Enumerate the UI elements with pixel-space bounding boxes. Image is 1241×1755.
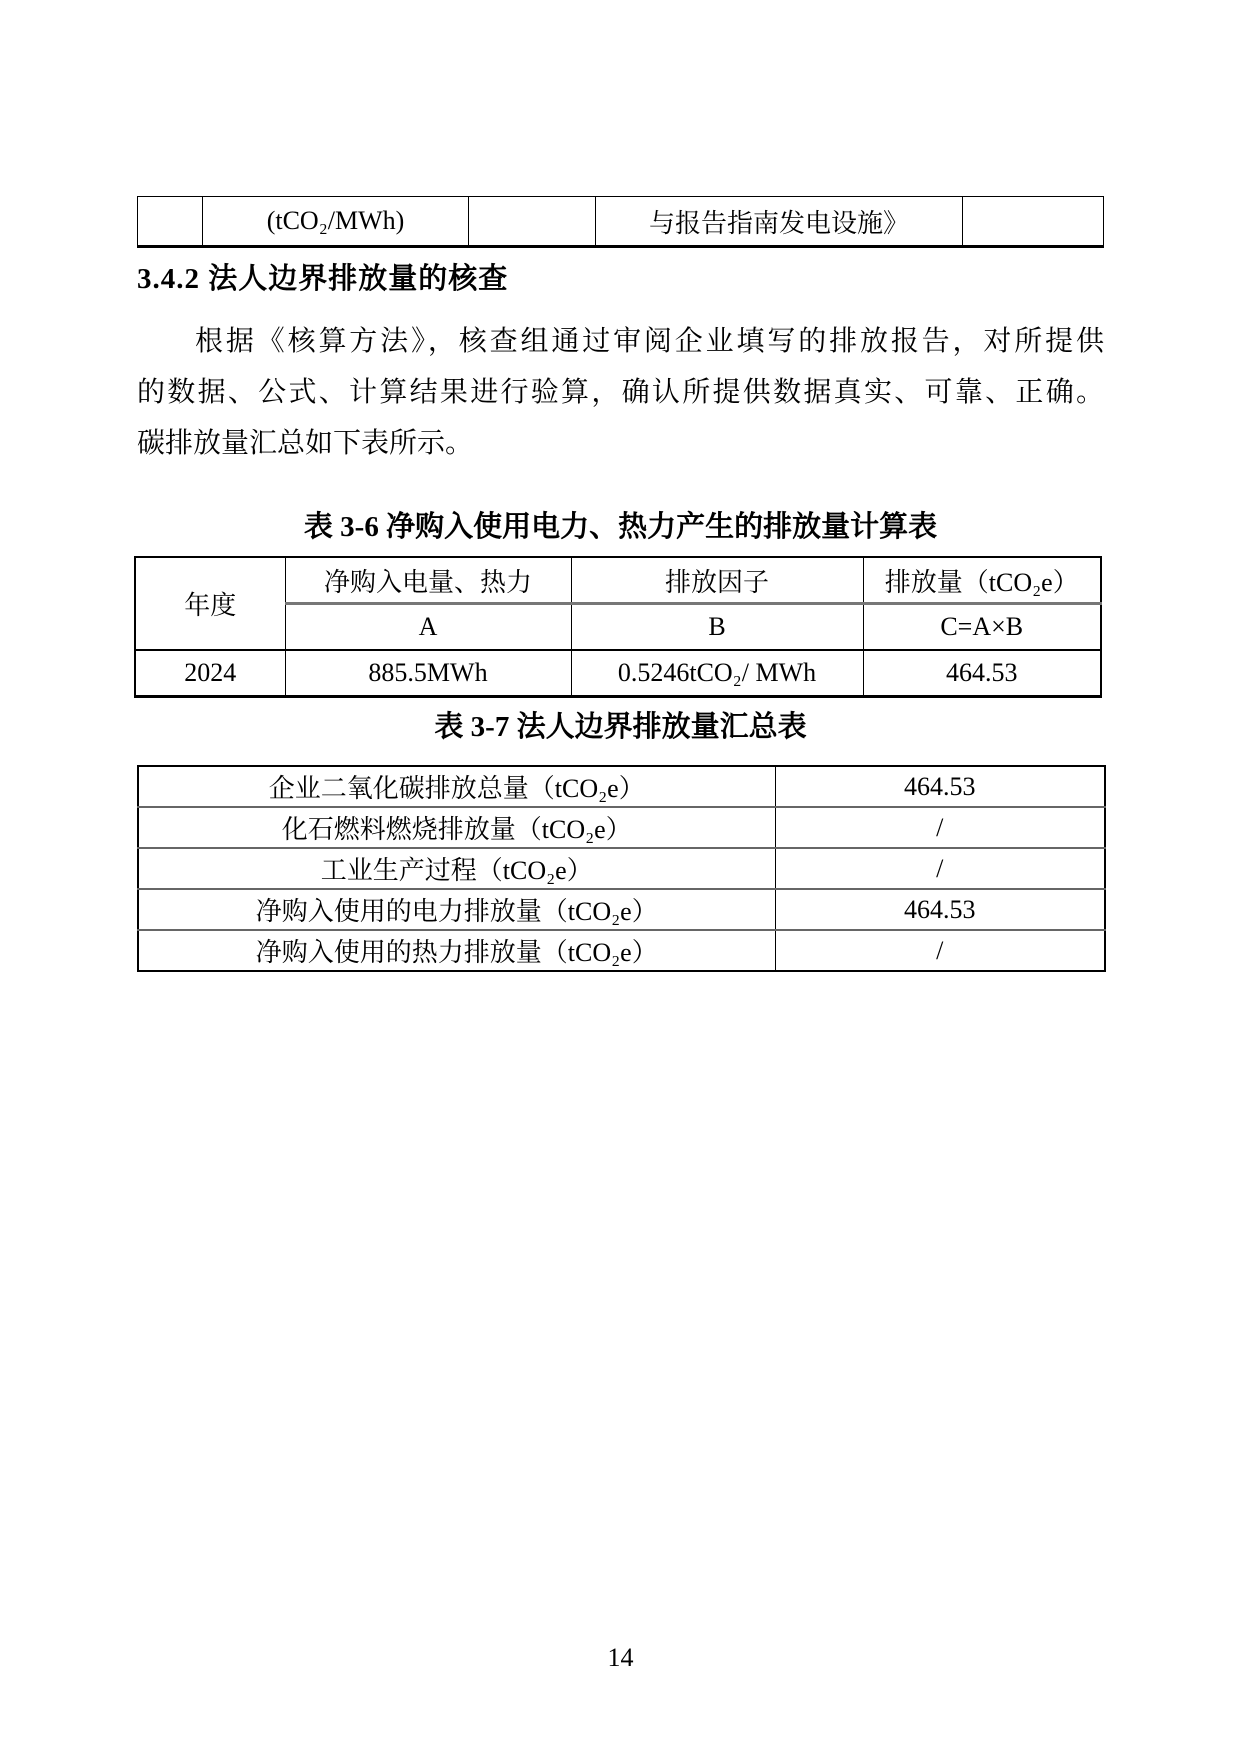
table-3-7-value: 464.53 (775, 766, 1105, 807)
table-3-6-year-value: 2024 (135, 650, 285, 697)
table-3-6-year-header-cell: 年度 (135, 557, 285, 650)
table-3-6 (134, 556, 1102, 698)
table-3-6-value-a: 885.5MWh (285, 650, 571, 697)
carryover-cell-2: (tCO₂/MWh) (203, 197, 469, 247)
table-3-6-caption: 表 3-6 净购入使用电力、热力产生的排放量计算表 (303, 511, 938, 543)
table-3-6-subheader-cell: A (285, 604, 571, 651)
table-row (138, 930, 1105, 971)
carryover-table-row (138, 197, 1104, 247)
table-3-7-caption: 表 3-7 法人边界排放量汇总表 (434, 711, 807, 743)
paragraph-line: 的数据、公式、计算结果进行验算，确认所提供数据真实、可靠、正确。 (137, 377, 1104, 408)
table-row (138, 889, 1105, 930)
body-paragraph (137, 316, 1104, 469)
table-3-7-label: 企业二氧化碳排放总量（tCO₂e） (138, 766, 775, 807)
table-3-6-subheader-cell: B (571, 604, 863, 651)
table-3-7-value: / (775, 848, 1105, 889)
table-3-7-label: 净购入使用的电力排放量（tCO₂e） (138, 889, 775, 930)
table-3-7-label: 工业生产过程（tCO₂e） (138, 848, 775, 889)
table-3-7 (137, 765, 1106, 972)
carryover-cell-1 (138, 197, 203, 247)
table-3-7-value: 464.53 (775, 889, 1105, 930)
section-heading: 3.4.2 法人边界排放量的核查 (137, 263, 509, 295)
table-3-6-value-b: 0.5246tCO₂/ MWh (571, 650, 863, 697)
table-3-6-header-cell: 排放因子 (571, 557, 863, 604)
table-3-7-label: 化石燃料燃烧排放量（tCO₂e） (138, 807, 775, 848)
table-3-7-value: / (775, 807, 1105, 848)
table-3-6-header-cell: 净购入电量、热力 (285, 557, 571, 604)
paragraph-line: 根据《核算方法》，核查组通过审阅企业填写的排放报告，对所提供 (195, 326, 1104, 357)
table-3-6-header-cell: 排放量（tCO₂e） (863, 557, 1101, 604)
table-row (138, 848, 1105, 889)
table-3-6-value-c: 464.53 (863, 650, 1101, 697)
table-3-6-data-row (135, 650, 1101, 697)
carryover-cell-5 (963, 197, 1104, 247)
table-3-7-label: 净购入使用的热力排放量（tCO₂e） (138, 930, 775, 971)
carryover-cell-3 (469, 197, 596, 247)
table-3-6-header-row-1 (135, 557, 1101, 604)
carryover-table (137, 196, 1104, 248)
carryover-cell-4: 与报告指南发电设施》 (596, 197, 963, 247)
table-row (138, 807, 1105, 848)
paragraph-line: 碳排放量汇总如下表所示。 (137, 428, 474, 459)
table-row (138, 766, 1105, 807)
table-3-7-value: / (775, 930, 1105, 971)
page-number: 14 (607, 1643, 634, 1672)
table-3-6-subheader-cell: C=A×B (863, 604, 1101, 651)
